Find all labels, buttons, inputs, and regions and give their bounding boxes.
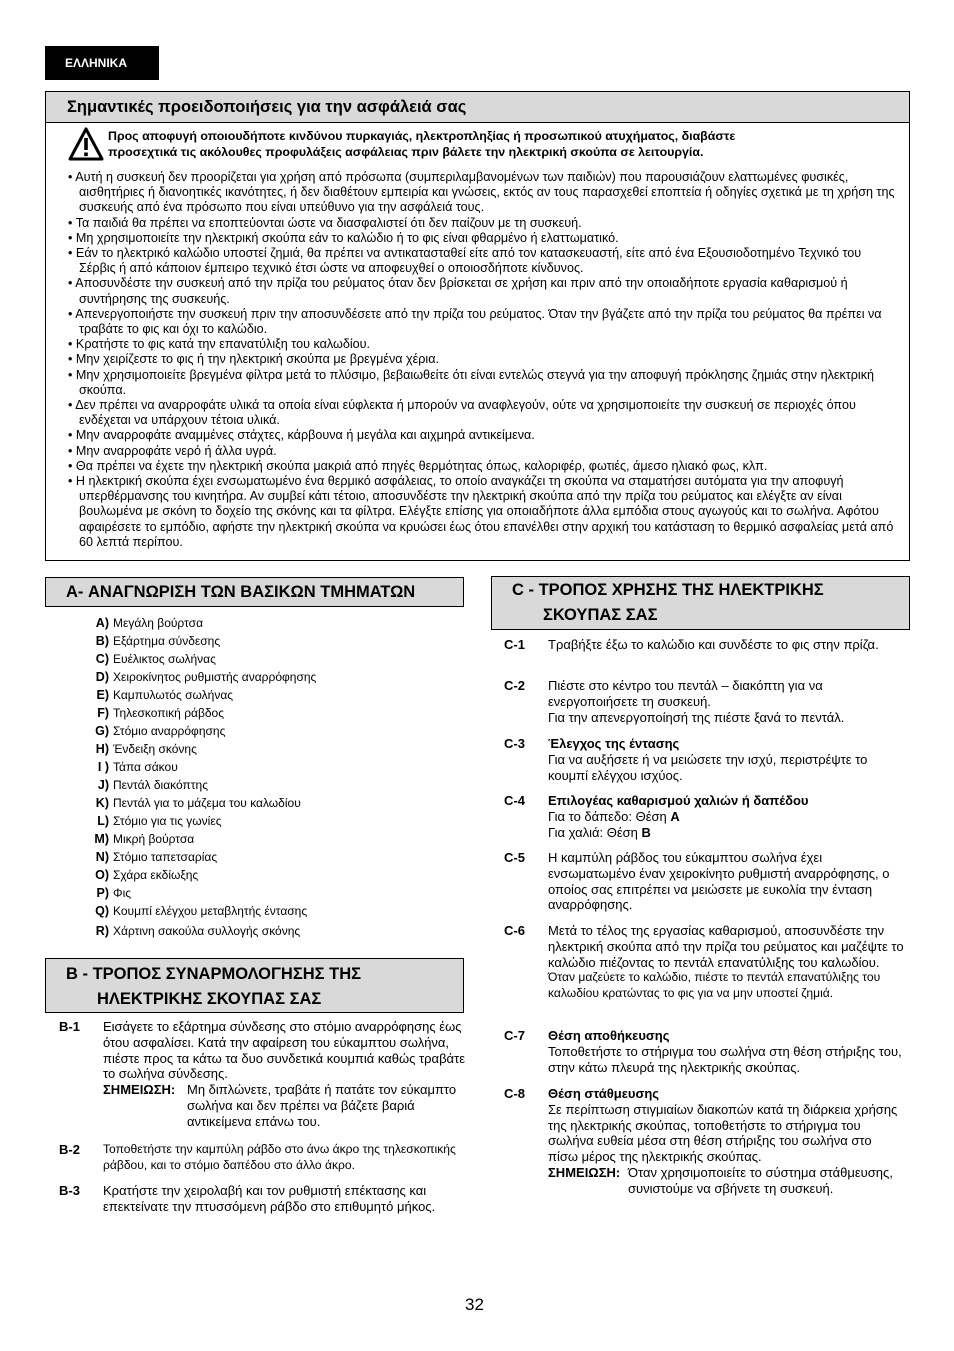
step-key: C-5 — [504, 850, 525, 865]
part-key: J) — [97, 778, 109, 792]
part-key: N) — [95, 850, 109, 864]
step-note — [103, 1082, 469, 1129]
part-key: I ) — [97, 760, 109, 774]
note-text: Μη διπλώνετε, τραβάτε ή πατάτε τον εύκαμπτο σωλήνα και δεν πρέπει να βάζετε βαριά αντικείμενα επάνω του. — [187, 1082, 457, 1129]
floor-position-line — [548, 809, 910, 825]
safety-list — [68, 170, 898, 550]
section-b-title-line2: ΗΛΕΚΤΡΙΚΗΣ ΣΚΟΥΠΑΣ ΣΑΣ — [97, 990, 322, 1008]
section-a-title: A- ΑΝΑΓΝΩΡΙΣΗ ΤΩΝ ΒΑΣΙΚΩΝ ΤΜΗΜΑΤΩΝ — [45, 577, 464, 607]
step-key: C-8 — [504, 1086, 525, 1101]
step-text: Η καμπύλη ράβδος του εύκαμπτου σωλήνα έχει ενσωματωμένο έναν χειροκίνητο ρυθμιστή αναρρόφησης, ο οποίος σας επιτρέπει να μειώσετε με ευκολία την ένταση αναρρόφησης. — [548, 850, 890, 913]
step-key: C-2 — [504, 678, 525, 693]
section-c-title-line2: ΣΚΟΥΠΑΣ ΣΑΣ — [543, 606, 658, 624]
step-key: C-1 — [504, 637, 525, 652]
section-c-title-line1: C - ΤΡΟΠΟΣ ΧΡΗΣΗΣ ΤΗΣ ΗΛΕΚΤΡΙΚΗΣ — [512, 581, 824, 599]
step-heading: Επιλογέας καθαρισμού χαλιών ή δαπέδου — [548, 793, 809, 808]
part-key: P) — [96, 886, 109, 900]
part-key: L) — [97, 814, 109, 828]
step-heading: Θέση αποθήκευσης — [548, 1028, 670, 1043]
part-item — [89, 760, 459, 774]
step-text: Σε περίπτωση στιγμιαίων διακοπών κατά τη διάρκεια χρήσης της ηλεκτρικής σκούπας, τοποθετήστε το στήριγμα του σωλήνα ευθεία μέσα στη θέση στήριξης του σωλήνα στο πίσω μέρος της ηλεκτρικής σκούπας. — [548, 1101, 898, 1165]
safety-item: • Απενεργοποιήστε την συσκευή πριν την αποσυνδέσετε από την πρίζα του ρεύματος. Όταν την βγάζετε από την πρίζα του ρεύματος θα πρέπει να τραβάτε το φις και όχι το καλώδιο. — [68, 307, 898, 337]
safety-item: • Μην αναρροφάτε νερό ή άλλα υγρά. — [68, 444, 898, 459]
safety-item: • Κρατήστε το φις κατά την επανατύλιξη του καλωδίου. — [68, 337, 898, 352]
step-key: B-1 — [59, 1019, 80, 1034]
step-text: Τοποθετήστε την καμπύλη ράβδο στο άνω άκρο της τηλεσκοπικής ράβδου, και το στόμιο δαπέδου στο άλλο άκρο. — [103, 1142, 456, 1172]
part-label: Πεντάλ διακόπτης — [113, 778, 208, 792]
part-label: Τηλεσκοπική ράβδος — [113, 706, 224, 720]
carpet-position: B — [641, 824, 651, 840]
part-key: C) — [95, 652, 109, 666]
warning-line-2: προσεχτικά τις ακόλουθες προφυλάξεις ασφάλειας πριν βάλετε την ηλεκτρική σκούπα σε λειτουργία. — [108, 145, 704, 159]
step-text: Τραβήξτε έξω το καλώδιο και συνδέστε το φις στην πρίζα. — [548, 637, 879, 652]
step-text: Εισάγετε το εξάρτημα σύνδεσης στο στόμιο αναρρόφησης έως ότου ασφαλίσει. Κατά την αφαίρεση του εύκαμπτου σωλήνα, πιέστε προς τα κάτω τα δυο συνδετικά κουμπιά καθώς τραβάτε το σωλήνα σύνδεσης. — [103, 1019, 466, 1082]
part-key: D) — [95, 670, 109, 684]
part-key: B) — [95, 634, 109, 648]
safety-title: Σημαντικές προειδοποιήσεις για την ασφάλειά σας — [46, 92, 909, 123]
part-item — [89, 688, 459, 702]
part-label: Εξάρτημα σύνδεσης — [113, 634, 221, 648]
safety-warnings-box — [45, 91, 910, 561]
part-item — [89, 742, 459, 756]
part-label: Στόμιο αναρρόφησης — [113, 724, 226, 738]
step-key: B-2 — [59, 1142, 80, 1157]
part-item — [89, 814, 459, 828]
part-label: Πεντάλ για το μάζεμα του καλωδίου — [113, 796, 301, 810]
step-text: Μετά το τέλος της εργασίας καθαρισμού, αποσυνδέστε την ηλεκτρική σκούπα από την πρίζα του ρεύματος και μαζέψτε το καλώδιο πιέζοντας το πεντάλ επανατύλιξης του καλωδίου. — [548, 923, 904, 970]
safety-warning-text — [108, 128, 888, 160]
part-item — [89, 904, 459, 918]
step-key: C-7 — [504, 1028, 525, 1043]
step-key: C-6 — [504, 923, 525, 938]
step-key: C-3 — [504, 736, 525, 751]
part-label: Κουμπί ελέγχου μεταβλητής έντασης — [113, 904, 308, 918]
part-item — [89, 634, 459, 648]
part-key: E) — [96, 688, 109, 702]
safety-item: • Μην χρησιμοποιείτε βρεγμένα φίλτρα μετά το πλύσιμο, βεβαιωθείτε ότι είναι εντελώς στεγνά για την αποφυγή πρόκλησης ζημιάς στην ηλεκτρική σκούπα. — [68, 368, 898, 398]
part-key: K) — [95, 796, 109, 810]
part-label: Χάρτινη σακούλα συλλογής σκόνης — [113, 924, 301, 938]
warning-line-1: Προς αποφυγή οποιουδήποτε κινδύνου πυρκαγιάς, ηλεκτροπληξίας ή προσωπικού ατυχήματος, διαβάστε — [108, 129, 736, 143]
section-b-title — [45, 958, 464, 1013]
part-key: G) — [95, 724, 109, 738]
part-key: Q) — [95, 904, 109, 918]
page-number: 32 — [465, 1295, 484, 1314]
safety-item: • Μην αναρροφάτε αναμμένες στάχτες, κάρβουνα ή μεγάλα και αιχμηρά αντικείμενα. — [68, 428, 898, 443]
safety-item: • Μην χειρίζεστε το φις ή την ηλεκτρική σκούπα με βρεγμένα χέρια. — [68, 352, 898, 367]
part-label: Τάπα σάκου — [113, 760, 178, 774]
carpet-label: Για χαλιά: Θέση — [548, 824, 642, 840]
safety-item: • Θα πρέπει να έχετε την ηλεκτρική σκούπα μακριά από πηγές θερμότητας όπως, καλοριφέρ, φωτιές, άμεσο ηλιακό φως, κλπ. — [68, 459, 898, 474]
safety-item: • Η ηλεκτρική σκούπα έχει ενσωματωμένο ένα θερμικό ασφάλειας, το οποίο αναγκάζει τη σκούπα να σταματήσει αυτόματα για την αποφυγή υπερθέρμανσης του κινητήρα. Αν συμβεί κάτι τέτοιο, αποσυνδέστε την ηλεκτρική σκούπα από την πρίζα του ρεύματος και ελέγξτε αν είναι βουλωμένα με σκόνη το δοχείο της σκόνης και τα φίλτρα. Ελέγξτε επίσης για οποιαδήποτε άλλα εμπόδια στους αγωγούς και το σωλήνα. Αφότου αφαιρέσετε το εμπόδιο, αφήστε την ηλεκτρική σκούπα να κρυώσει έως ότου επανέλθει στην αρχική του κατάσταση το θερμικό ασφαλείας μετά από 60 λεπτά περίπου. — [68, 474, 898, 550]
part-key: R) — [95, 924, 109, 938]
step-text-2: Όταν μαζεύετε το καλώδιο, πιέστε το πεντάλ επανατύλιξης του καλωδίου κρατώντας το φις για να μην υποστεί ζημιά. — [548, 970, 881, 1001]
safety-item: • Μη χρησιμοποιείτε την ηλεκτρική σκούπα εάν το καλώδιο ή το φις είναι φθαρμένο ή ελαττωματικό. — [68, 231, 898, 246]
floor-label: Για το δάπεδο: Θέση — [548, 808, 671, 824]
part-label: Μεγάλη βούρτσα — [113, 616, 203, 630]
step-heading: Έλεγχος της έντασης — [548, 736, 680, 751]
step-note — [548, 1165, 898, 1197]
part-key: A) — [95, 616, 109, 630]
note-key: ΣΗΜΕΙΩΣΗ: — [548, 1164, 621, 1180]
note-text: Όταν χρησιμοποιείτε το σύστημα στάθμευσης, συνιστούμε να σβήνετε τη συσκευή. — [628, 1164, 893, 1196]
step-text: Τοποθετήστε το στήριγμα του σωλήνα στη θέση στήριξης του, στην κάτω πλευρά της ηλεκτρικής σκούπας. — [548, 1043, 902, 1075]
part-item — [89, 670, 459, 684]
note-key: ΣΗΜΕΙΩΣΗ: — [103, 1082, 176, 1098]
part-key: O) — [95, 868, 109, 882]
part-item — [89, 706, 459, 720]
safety-item: • Εάν το ηλεκτρικό καλώδιο υποστεί ζημιά, θα πρέπει να αντικατασταθεί είτε από τον κατασκευαστή, είτε από ένα Εξουσιοδοτημένο Τεχνικό του Σέρβις ή από κάποιον έμπειρο τεχνικό έτσι ώστε να αποφευχθεί ο οποιοσδήποτε κίνδυνος. — [68, 246, 898, 276]
warning-triangle-icon — [68, 127, 104, 161]
safety-item: • Δεν πρέπει να αναρροφάτε υλικά τα οποία είναι εύφλεκτα ή μπορούν να αναφλεγούν, ούτε να χρησιμοποιείτε την συσκευή σε περιοχές όπου ενδέχεται να υπάρχουν τέτοια υλικά. — [68, 398, 898, 428]
part-label: Ευέλικτος σωλήνας — [113, 652, 216, 666]
safety-item: • Τα παιδιά θα πρέπει να εποπτεύονται ώστε να διασφαλιστεί ότι δεν παίζουν με τη συσκευή. — [68, 216, 898, 231]
part-item — [89, 724, 459, 738]
part-item — [89, 652, 459, 666]
part-item — [89, 868, 459, 882]
step-text-2: Για την απενεργοποίησή της πιέστε ξανά το πεντάλ. — [548, 709, 845, 725]
part-label: Φις — [113, 886, 132, 900]
part-key: F) — [97, 706, 109, 720]
part-item — [89, 616, 459, 630]
step-heading: Θέση στάθμευσης — [548, 1086, 660, 1101]
part-item — [89, 850, 459, 864]
step-text: Πιέστε στο κέντρο του πεντάλ – διακόπτη για να ενεργοποιήσετε τη συσκευή. — [548, 678, 823, 709]
part-label: Μικρή βούρτσα — [113, 832, 195, 846]
part-label: Χειροκίνητος ρυθμιστής αναρρόφησης — [113, 670, 317, 684]
part-label: Στόμιο για τις γωνίες — [113, 814, 222, 828]
step-key: C-4 — [504, 793, 525, 808]
safety-item: • Αποσυνδέστε την συσκευή από την πρίζα του ρεύματος όταν δεν βρίσκεται σε χρήση και πριν από την οποιαδήποτε εργασία καθαρισμού ή συντήρησης της συσκευής. — [68, 276, 898, 306]
part-label: Στόμιο ταπετσαρίας — [113, 850, 218, 864]
section-b-title-line1: B - ΤΡΟΠΟΣ ΣΥΝΑΡΜΟΛΟΓΗΣΗΣ ΤΗΣ — [66, 965, 362, 983]
floor-position: A — [670, 808, 680, 824]
step-text: Κρατήστε την χειρολαβή και τον ρυθμιστή επέκτασης και επεκτείνατε την πτυσσόμενη ράβδο στο επιθυμητό μήκος. — [103, 1183, 436, 1214]
safety-warning-row — [46, 123, 909, 167]
part-item — [89, 778, 459, 792]
part-label: Καμπυλωτός σωλήνας — [113, 688, 234, 702]
part-item — [89, 924, 459, 938]
section-c-title — [491, 576, 910, 630]
safety-item: • Αυτή η συσκευή δεν προορίζεται για χρήση από πρόσωπα (συμπεριλαμβανομένων των παιδιών) που παρουσιάζουν ελαττωμένες φυσικές, αισθητήριες ή διανοητικές ικανότητες, ή δεν διαθέτουν εμπειρία και γνώσεις, εκτός αν τους παρασχεθεί εποπτεία ή οδηγίες σχετικά με τη χρήση της συσκευής από ένα πρόσωπο που είναι υπεύθυνο για την ασφάλειά τους. — [68, 170, 898, 216]
part-item — [89, 796, 459, 810]
step-text: Για να αυξήσετε ή να μειώσετε την ισχύ, περιστρέψτε το κουμπί ελέγχου ισχύος. — [548, 751, 868, 783]
step-key: B-3 — [59, 1183, 80, 1198]
part-label: Ένδειξη σκόνης — [113, 742, 197, 756]
part-key: H) — [95, 742, 109, 756]
part-item — [89, 886, 459, 900]
part-item — [89, 832, 459, 846]
language-tab: ΕΛΛΗΝΙΚΑ — [45, 46, 159, 80]
part-label: Σχάρα εκδίωξης — [113, 868, 199, 882]
part-key: M) — [94, 832, 109, 846]
carpet-position-line — [548, 825, 910, 841]
